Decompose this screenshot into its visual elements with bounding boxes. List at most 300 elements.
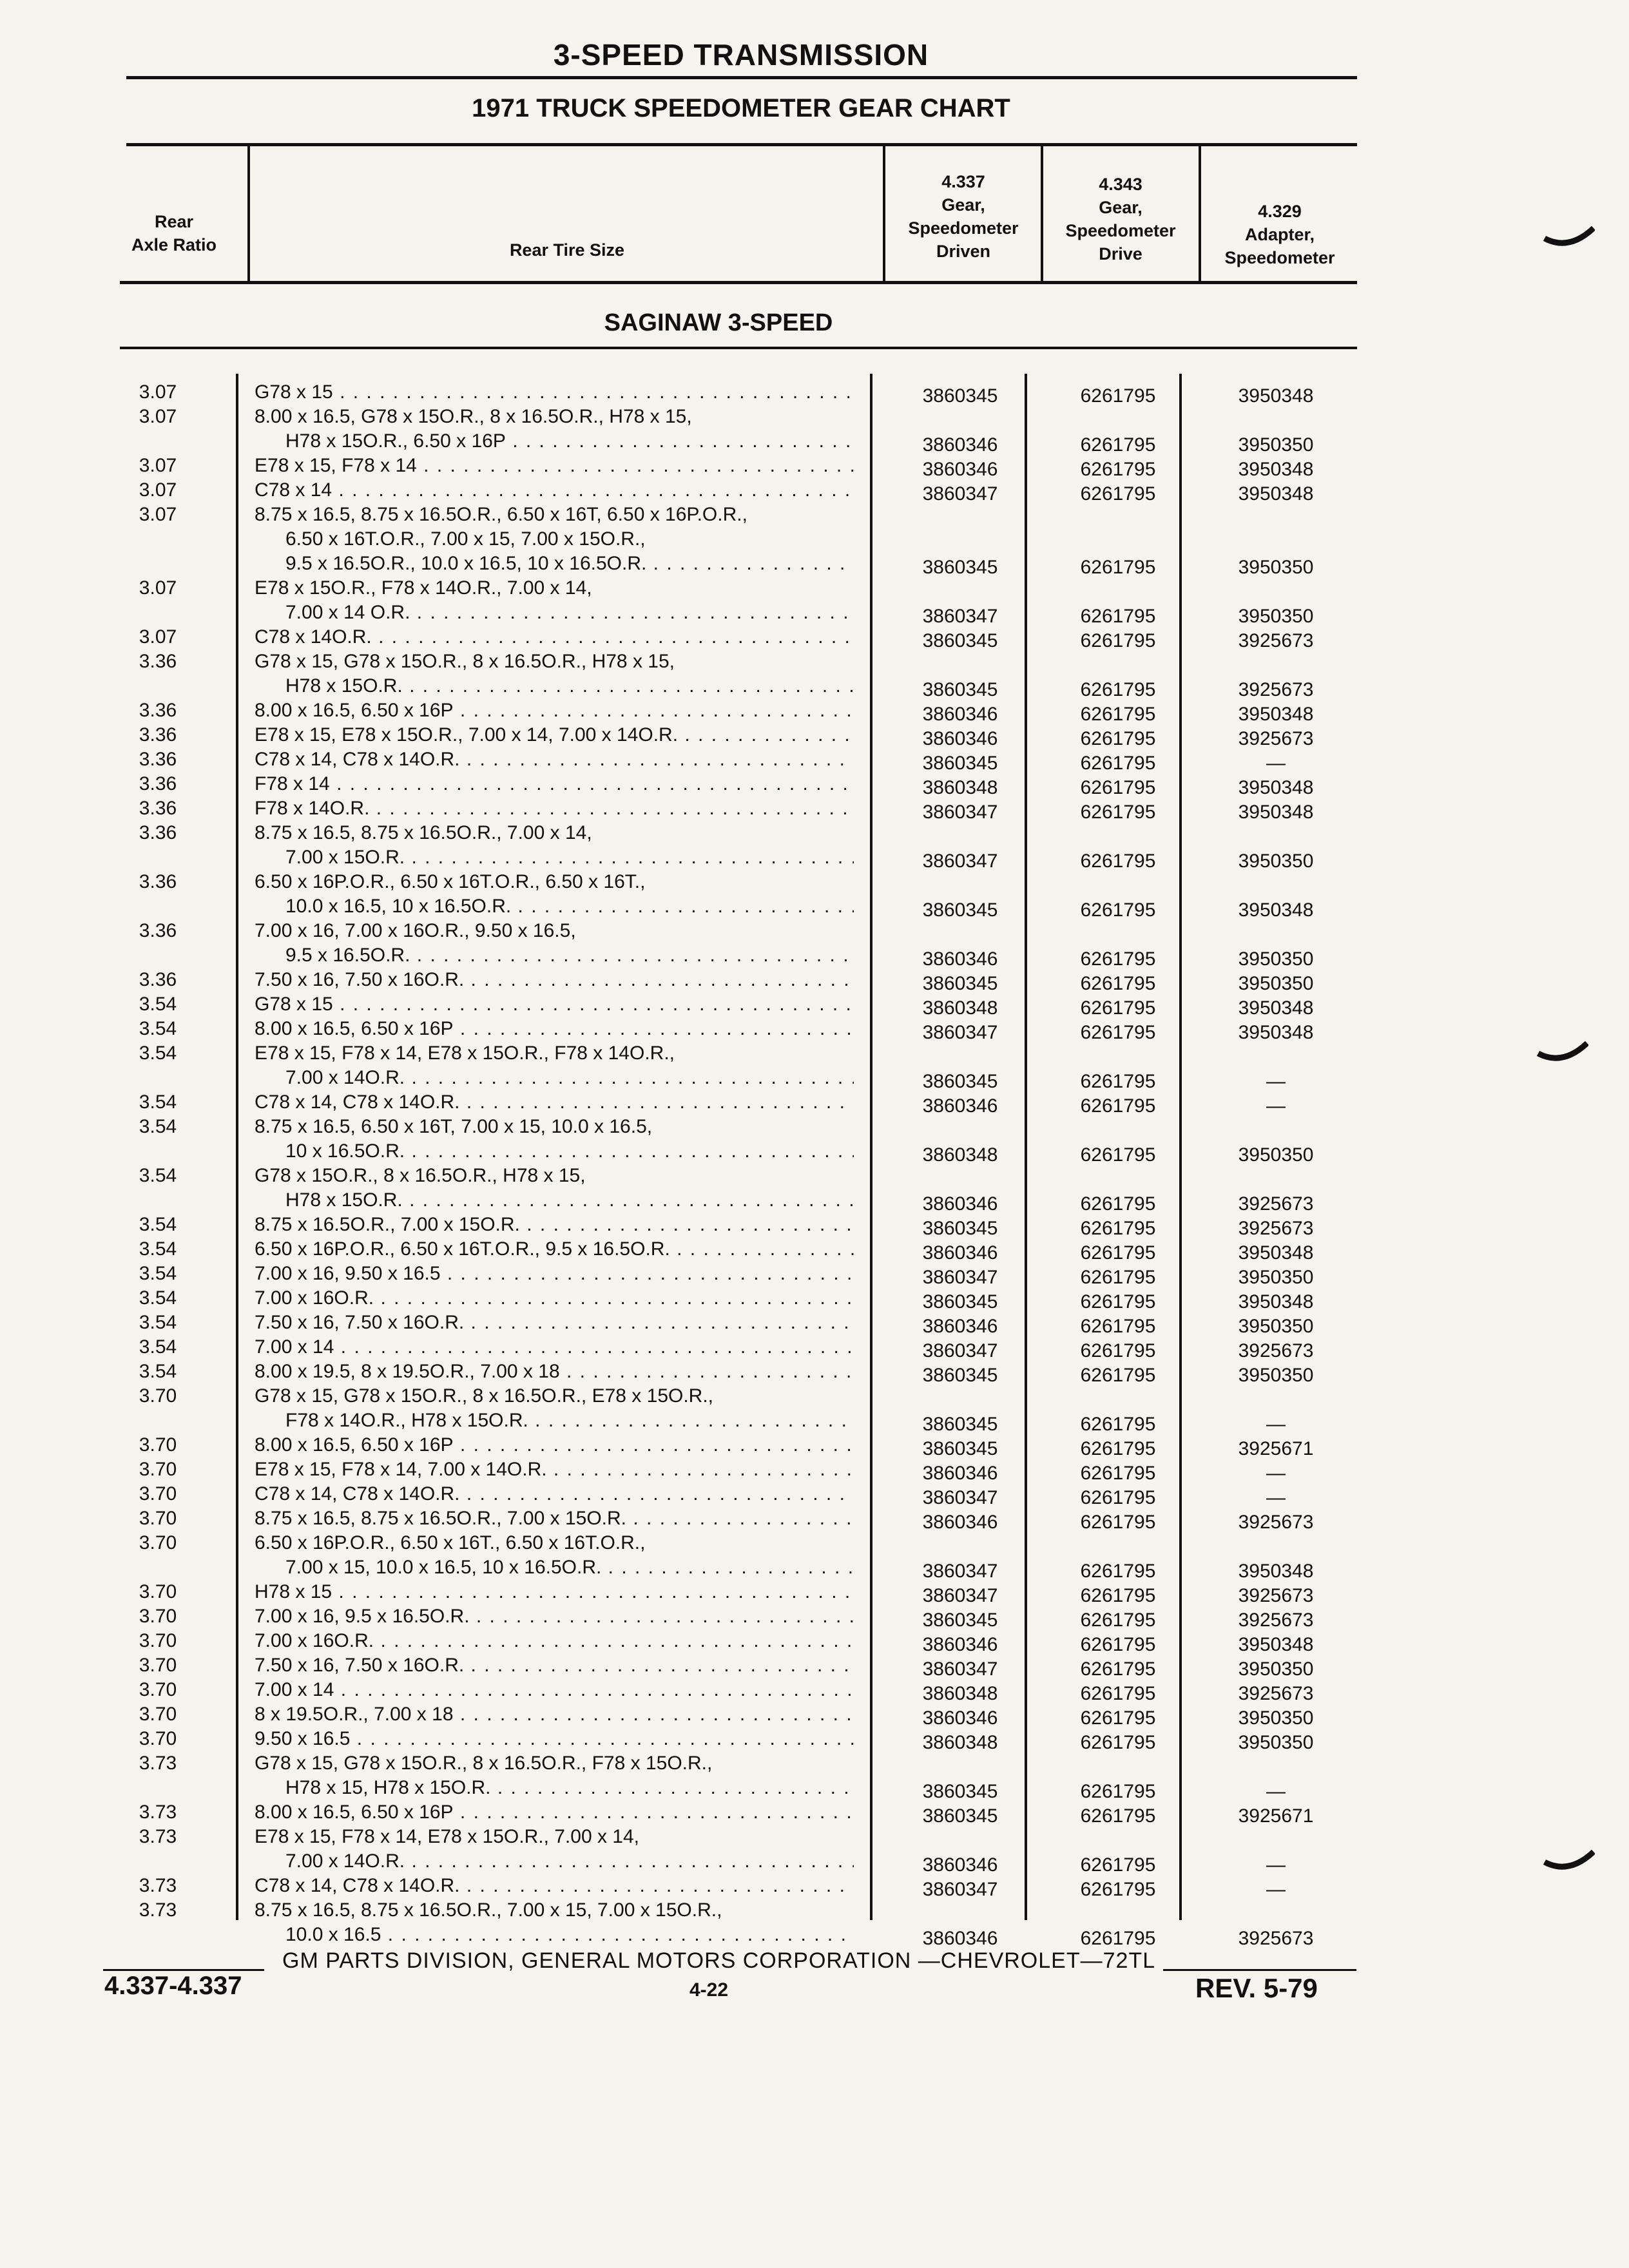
adapter-cell: — [1266,1414,1286,1435]
header-top-rule [126,143,1357,146]
table-row [0,503,1482,576]
axle-ratio-cell: 3.70 [139,1483,177,1504]
tire-size-line: H78 x 15O.R. . . . [255,674,854,698]
driven-gear-cell: 3860345 [922,1291,998,1312]
driven-gear-cell: 3860346 [922,1316,998,1337]
table-row [0,1213,1482,1237]
axle-ratio-cell: 3.36 [139,871,177,892]
adapter-cell: 3950350 [1238,557,1314,578]
axle-ratio-cell: 3.36 [139,700,177,721]
tire-size-line: 7.00 x 16, 9.50 x 16.5 . . . [255,1262,854,1286]
adapter-cell: 3925673 [1238,728,1314,749]
tire-size-line: E78 x 15, F78 x 14 . . . [255,454,854,478]
tire-size-line: 8.00 x 16.5, 6.50 x 16P . . . [255,1433,854,1457]
header-driven-line4: Driven [936,242,991,261]
driven-gear-cell: 3860348 [922,777,998,798]
drive-gear-cell: 6261795 [1080,802,1156,823]
drive-gear-cell: 6261795 [1080,1585,1156,1606]
tire-size-line: 7.50 x 16, 7.50 x 16O.R. . . . [255,1311,854,1335]
tire-size-cell [255,1164,854,1213]
table-row [0,1800,1482,1825]
adapter-cell: 3950348 [1238,483,1314,505]
tire-size-line: C78 x 14, C78 x 14O.R. . . . [255,747,854,772]
tire-size-line: 7.00 x 14O.R. . . . [255,1849,854,1874]
adapter-cell: 3950350 [1238,973,1314,994]
tire-size-line: F78 x 14O.R., H78 x 15O.R. . . . [255,1408,854,1433]
drive-gear-cell: 6261795 [1080,1438,1156,1459]
drive-gear-cell: 6261795 [1080,850,1156,872]
header-adapter-line2: Adapter, [1244,225,1315,244]
axle-ratio-cell: 3.70 [139,1728,177,1749]
tire-size-line: 8.00 x 19.5, 8 x 19.5O.R., 7.00 x 18 . . . [255,1360,854,1384]
driven-gear-cell: 3860346 [922,1707,998,1729]
adapter-cell: — [1266,1463,1286,1484]
tire-size-line: 7.00 x 16O.R. . . . [255,1629,854,1653]
axle-ratio-cell: 3.70 [139,1581,177,1602]
adapter-cell: 3950350 [1238,1267,1314,1288]
tire-size-cell [255,1898,854,1947]
tire-size-cell [255,1580,854,1604]
tire-size-line: F78 x 14O.R. . . . [255,796,854,821]
driven-gear-cell: 3860346 [922,459,998,480]
axle-ratio-cell: 3.73 [139,1826,177,1847]
footer-part-range: 4.337-4.337 [104,1972,242,2000]
table-row [0,405,1482,454]
driven-gear-cell: 3860348 [922,997,998,1019]
header-driven [887,170,1040,263]
driven-gear-cell: 3860346 [922,728,998,749]
tire-size-cell [255,380,854,405]
table-row [0,1237,1482,1262]
tire-size-line: G78 x 15 . . . [255,380,854,405]
tire-size-cell [255,772,854,796]
drive-gear-cell: 6261795 [1080,728,1156,749]
axle-ratio-cell: 3.70 [139,1385,177,1407]
tire-size-line: 9.5 x 16.5O.R. . . . [255,943,854,968]
section-heading: SAGINAW 3-SPEED [604,309,833,336]
drive-gear-cell: 6261795 [1080,483,1156,505]
drive-gear-cell: 6261795 [1080,948,1156,970]
tire-size-cell [255,1213,854,1237]
table-row [0,1727,1482,1751]
axle-ratio-cell: 3.36 [139,798,177,819]
adapter-cell: 3950350 [1238,850,1314,872]
tire-size-cell [255,1457,854,1482]
driven-gear-cell: 3860346 [922,1463,998,1484]
tire-size-line: 9.50 x 16.5 . . . [255,1727,854,1751]
tire-size-cell [255,454,854,478]
tire-size-cell [255,1678,854,1702]
table-row [0,1017,1482,1041]
drive-gear-cell: 6261795 [1080,1487,1156,1508]
axle-ratio-cell: 3.54 [139,1263,177,1284]
axle-ratio-cell: 3.07 [139,455,177,476]
tire-size-line: E78 x 15, E78 x 15O.R., 7.00 x 14, 7.00 x 14O.R. . . . [255,723,854,747]
header-drive-line4: Drive [1099,244,1142,264]
col-divider-2 [883,144,885,281]
drive-gear-cell: 6261795 [1080,753,1156,774]
axle-ratio-cell: 3.54 [139,1312,177,1333]
adapter-cell: 3925673 [1238,679,1314,700]
drive-gear-cell: 6261795 [1080,385,1156,407]
driven-gear-cell: 3860346 [922,1193,998,1215]
adapter-cell: 3925673 [1238,1610,1314,1631]
col-divider-1 [247,144,250,281]
tire-size-line: 6.50 x 16P.O.R., 6.50 x 16T.O.R., 6.50 x 16T., [255,871,646,892]
table-row [0,821,1482,870]
driven-gear-cell: 3860345 [922,1438,998,1459]
tire-size-line: 7.00 x 15, 10.0 x 16.5, 10 x 16.5O.R. . . . [255,1555,854,1580]
axle-ratio-cell: 3.54 [139,994,177,1015]
adapter-cell: — [1266,1854,1286,1876]
table-row [0,919,1482,968]
drive-gear-cell: 6261795 [1080,973,1156,994]
axle-ratio-cell: 3.73 [139,1875,177,1896]
tire-size-cell [255,576,854,625]
drive-gear-cell: 6261795 [1080,899,1156,921]
adapter-cell: 3925673 [1238,1928,1314,1949]
tire-size-cell [255,1751,854,1800]
table-row [0,1874,1482,1898]
header-drive [1044,173,1197,265]
drive-gear-cell: 6261795 [1080,1634,1156,1655]
header-ratio [110,210,238,256]
binder-mark-icon [1537,1041,1588,1066]
footer-page-number: 4-22 [689,1979,729,2001]
axle-ratio-cell: 3.54 [139,1091,177,1113]
driven-gear-cell: 3860347 [922,1879,998,1900]
tire-size-line: G78 x 15, G78 x 15O.R., 8 x 16.5O.R., H78 x 15, [255,651,675,672]
adapter-cell: 3925671 [1238,1438,1314,1459]
driven-gear-cell: 3860346 [922,1854,998,1876]
axle-ratio-cell: 3.70 [139,1606,177,1627]
tire-size-line: E78 x 15, F78 x 14, E78 x 15O.R., 7.00 x 14, [255,1826,640,1847]
col-divider-3 [1041,144,1043,281]
tire-size-line: 7.50 x 16, 7.50 x 16O.R. . . . [255,1653,854,1678]
tire-size-line: 8.75 x 16.5, 8.75 x 16.5O.R., 7.00 x 14, [255,822,592,843]
tire-size-cell [255,1506,854,1531]
axle-ratio-cell: 3.54 [139,1238,177,1260]
driven-gear-cell: 3860347 [922,483,998,505]
section-rule [120,347,1357,349]
col-divider-4 [1199,144,1201,281]
adapter-cell: 3950348 [1238,777,1314,798]
driven-gear-cell: 3860345 [922,385,998,407]
tire-size-line: 7.50 x 16, 7.50 x 16O.R. . . . [255,968,854,992]
drive-gear-cell: 6261795 [1080,1022,1156,1043]
adapter-cell: — [1266,1781,1286,1802]
table-row [0,649,1482,698]
tire-size-cell [255,968,854,992]
driven-gear-cell: 3860346 [922,1634,998,1655]
tire-size-cell [255,1825,854,1874]
header-tire: Rear Tire Size [509,240,625,260]
adapter-cell: 3950350 [1238,1144,1314,1166]
tire-size-cell [255,821,854,870]
tire-size-line: F78 x 14 . . . [255,772,854,796]
table-row [0,1653,1482,1678]
tire-size-cell [255,1237,854,1262]
tire-size-line: 8.75 x 16.5O.R., 7.00 x 15O.R. . . . [255,1213,854,1237]
table-row [0,1090,1482,1115]
tire-size-cell [255,992,854,1017]
driven-gear-cell: 3860347 [922,1585,998,1606]
axle-ratio-cell: 3.73 [139,1753,177,1774]
axle-ratio-cell: 3.73 [139,1802,177,1823]
tire-size-line: G78 x 15, G78 x 15O.R., 8 x 16.5O.R., F78 x 15O.R., [255,1753,713,1774]
drive-gear-cell: 6261795 [1080,1561,1156,1582]
table-row [0,1433,1482,1457]
tire-size-line: 8.75 x 16.5, 8.75 x 16.5O.R., 7.00 x 15O.R. . . . [255,1506,854,1531]
axle-ratio-cell: 3.54 [139,1165,177,1186]
tire-size-line: 7.00 x 16O.R. . . . [255,1286,854,1311]
driven-gear-cell: 3860345 [922,753,998,774]
table-row [0,1629,1482,1653]
tire-size-line: 6.50 x 16T.O.R., 7.00 x 15, 7.00 x 15O.R., [285,528,646,550]
driven-gear-cell: 3860346 [922,948,998,970]
tire-size-cell [255,1629,854,1653]
axle-ratio-cell: 3.54 [139,1043,177,1064]
tire-size-cell [255,796,854,821]
drive-gear-cell: 6261795 [1080,1463,1156,1484]
drive-gear-cell: 6261795 [1080,606,1156,627]
tire-size-cell [255,1311,854,1335]
tire-size-cell [255,919,854,968]
tire-size-line: 6.50 x 16P.O.R., 6.50 x 16T., 6.50 x 16T.O.R., [255,1532,646,1553]
axle-ratio-cell: 3.54 [139,1336,177,1358]
footer-revision: REV. 5-79 [1195,1973,1318,2003]
tire-size-cell [255,1286,854,1311]
chart-subtitle: 1971 TRUCK SPEEDOMETER GEAR CHART [472,94,1010,122]
header-drive-line2: Gear, [1099,198,1142,217]
drive-gear-cell: 6261795 [1080,1193,1156,1215]
tire-size-cell [255,405,854,454]
drive-gear-cell: 6261795 [1080,1928,1156,1949]
header-driven-line3: Speedometer [908,218,1019,238]
tire-size-line: 10 x 16.5O.R. . . . [255,1139,854,1164]
binder-mark-icon [1543,226,1595,251]
tire-size-cell [255,698,854,723]
tire-size-cell [255,747,854,772]
tire-size-cell [255,503,854,576]
drive-gear-cell: 6261795 [1080,459,1156,480]
table-row [0,1360,1482,1384]
table-row [0,625,1482,649]
adapter-cell: 3950348 [1238,704,1314,725]
driven-gear-cell: 3860345 [922,899,998,921]
drive-gear-cell: 6261795 [1080,434,1156,456]
axle-ratio-cell: 3.54 [139,1116,177,1137]
axle-ratio-cell: 3.70 [139,1679,177,1700]
adapter-cell: 3950350 [1238,1365,1314,1386]
tire-size-line: 10.0 x 16.5, 10 x 16.5O.R. . . . [255,894,854,919]
drive-gear-cell: 6261795 [1080,1144,1156,1166]
tire-size-line: H78 x 15O.R., 6.50 x 16P . . . [255,429,854,454]
driven-gear-cell: 3860346 [922,1095,998,1117]
tire-size-cell [255,1335,854,1360]
axle-ratio-cell: 3.07 [139,406,177,427]
tire-size-line: E78 x 15, F78 x 14, E78 x 15O.R., F78 x 14O.R., [255,1043,675,1064]
adapter-cell: 3925673 [1238,1512,1314,1533]
header-drive-line3: Speedometer [1065,221,1176,240]
tire-size-cell [255,478,854,503]
driven-gear-cell: 3860346 [922,434,998,456]
table-row [0,1164,1482,1213]
axle-ratio-cell: 3.70 [139,1655,177,1676]
table-row [0,1482,1482,1506]
drive-gear-cell: 6261795 [1080,704,1156,725]
driven-gear-cell: 3860346 [922,1512,998,1533]
axle-ratio-cell: 3.54 [139,1018,177,1039]
drive-gear-cell: 6261795 [1080,1732,1156,1753]
drive-gear-cell: 6261795 [1080,679,1156,700]
driven-gear-cell: 3860347 [922,850,998,872]
drive-gear-cell: 6261795 [1080,1805,1156,1827]
drive-gear-cell: 6261795 [1080,1340,1156,1361]
driven-gear-cell: 3860345 [922,1610,998,1631]
drive-gear-cell: 6261795 [1080,1291,1156,1312]
tire-size-cell [255,1433,854,1457]
driven-gear-cell: 3860348 [922,1732,998,1753]
table-row [0,1702,1482,1727]
drive-gear-cell: 6261795 [1080,630,1156,651]
table-row [0,1041,1482,1090]
tire-size-cell [255,625,854,649]
tire-size-line: H78 x 15O.R. . . . [255,1188,854,1213]
adapter-cell: 3950350 [1238,606,1314,627]
adapter-cell: 3925673 [1238,1193,1314,1215]
drive-gear-cell: 6261795 [1080,557,1156,578]
axle-ratio-cell: 3.07 [139,504,177,525]
footer-rule-left [103,1969,264,1971]
table-row [0,478,1482,503]
drive-gear-cell: 6261795 [1080,1854,1156,1876]
tire-size-line: 7.00 x 14 O.R. . . . [255,601,854,625]
axle-ratio-cell: 3.36 [139,920,177,941]
adapter-cell: 3950348 [1238,1291,1314,1312]
table-row [0,772,1482,796]
axle-ratio-cell: 3.07 [139,577,177,599]
tire-size-line: 8.00 x 16.5, 6.50 x 16P . . . [255,698,854,723]
axle-ratio-cell: 3.36 [139,969,177,990]
tire-size-cell [255,1653,854,1678]
adapter-cell: — [1266,1487,1286,1508]
drive-gear-cell: 6261795 [1080,1879,1156,1900]
footer-rule-right [1163,1969,1356,1971]
tire-size-line: G78 x 15 . . . [255,992,854,1017]
driven-gear-cell: 3860347 [922,606,998,627]
adapter-cell: 3950348 [1238,459,1314,480]
axle-ratio-cell: 3.54 [139,1361,177,1382]
tire-size-cell [255,1041,854,1090]
tire-size-line: 9.5 x 16.5O.R., 10.0 x 16.5, 10 x 16.5O.R. . . . [255,552,854,576]
table-row [0,1531,1482,1580]
table-row [0,992,1482,1017]
tire-size-line: 10.0 x 16.5 . . . [255,1923,854,1947]
axle-ratio-cell: 3.73 [139,1899,177,1921]
table-row [0,1898,1482,1947]
drive-gear-cell: 6261795 [1080,1071,1156,1092]
adapter-cell: 3925671 [1238,1805,1314,1827]
axle-ratio-cell: 3.07 [139,479,177,501]
axle-ratio-cell: 3.70 [139,1434,177,1456]
adapter-cell: 3950350 [1238,1732,1314,1753]
table-row [0,1262,1482,1286]
tire-size-line: G78 x 15, G78 x 15O.R., 8 x 16.5O.R., E78 x 15O.R., [255,1385,714,1407]
driven-gear-cell: 3860345 [922,557,998,578]
drive-gear-cell: 6261795 [1080,1707,1156,1729]
tire-size-cell [255,1384,854,1433]
footer-division: GM PARTS DIVISION, GENERAL MOTORS CORPORATION —CHEVROLET—72TL [282,1948,1156,1973]
table-row [0,1286,1482,1311]
header-driven-line2: Gear, [941,195,985,215]
drive-gear-cell: 6261795 [1080,1095,1156,1117]
driven-gear-cell: 3860346 [922,1242,998,1264]
tire-size-cell [255,1262,854,1286]
tire-size-cell [255,870,854,919]
tire-size-cell [255,1727,854,1751]
adapter-cell: 3925673 [1238,1340,1314,1361]
driven-gear-cell: 3860345 [922,679,998,700]
drive-gear-cell: 6261795 [1080,1267,1156,1288]
table-row [0,1604,1482,1629]
tire-size-line: 8.00 x 16.5, 6.50 x 16P . . . [255,1800,854,1825]
title-rule [126,76,1357,79]
header-adapter [1202,200,1357,269]
axle-ratio-cell: 3.70 [139,1508,177,1529]
tire-size-line: H78 x 15 . . . [255,1580,854,1604]
drive-gear-cell: 6261795 [1080,1512,1156,1533]
driven-gear-cell: 3860345 [922,1805,998,1827]
adapter-cell: — [1266,1879,1286,1900]
tire-size-cell [255,1017,854,1041]
tire-size-line: C78 x 14, C78 x 14O.R. . . . [255,1482,854,1506]
driven-gear-cell: 3860347 [922,1658,998,1680]
page-title: 3-SPEED TRANSMISSION [553,38,929,72]
table-row [0,1311,1482,1335]
adapter-cell: 3950348 [1238,802,1314,823]
driven-gear-cell: 3860347 [922,1022,998,1043]
adapter-cell: 3925673 [1238,1683,1314,1704]
tire-size-line: 8.00 x 16.5, G78 x 15O.R., 8 x 16.5O.R., H78 x 15, [255,406,692,427]
adapter-cell: 3925673 [1238,1585,1314,1606]
axle-ratio-cell: 3.70 [139,1532,177,1553]
driven-gear-cell: 3860346 [922,1928,998,1949]
axle-ratio-cell: 3.36 [139,822,177,843]
driven-gear-cell: 3860347 [922,802,998,823]
tire-size-cell [255,1604,854,1629]
tire-size-line: 7.00 x 15O.R. . . . [255,845,854,870]
tire-size-cell [255,1090,854,1115]
driven-gear-cell: 3860345 [922,1414,998,1435]
header-bottom-rule [120,281,1357,284]
tire-size-line: C78 x 14O.R. . . . [255,625,854,649]
axle-ratio-cell: 3.36 [139,773,177,794]
table-row [0,1678,1482,1702]
tire-size-line: G78 x 15O.R., 8 x 16.5O.R., H78 x 15, [255,1165,586,1186]
adapter-cell: — [1266,1071,1286,1092]
axle-ratio-cell: 3.36 [139,749,177,770]
driven-gear-cell: 3860347 [922,1267,998,1288]
table-row [0,747,1482,772]
drive-gear-cell: 6261795 [1080,1414,1156,1435]
table-row [0,968,1482,992]
driven-gear-cell: 3860345 [922,1218,998,1239]
table-row [0,576,1482,625]
tire-size-cell [255,649,854,698]
tire-size-line: C78 x 14, C78 x 14O.R. . . . [255,1874,854,1898]
drive-gear-cell: 6261795 [1080,777,1156,798]
